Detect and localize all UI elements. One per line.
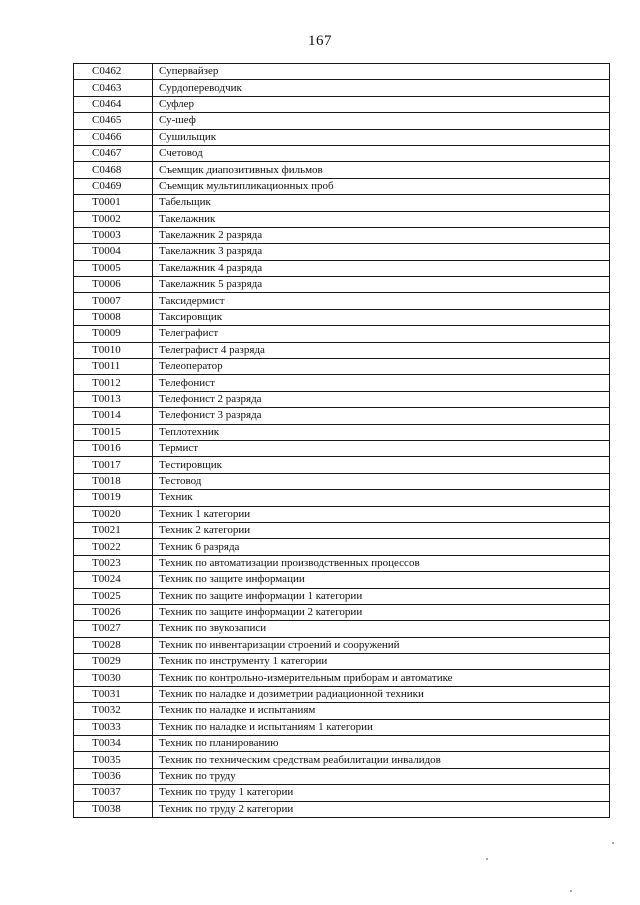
occupation-name-cell: Супервайзер [153,64,610,80]
occupation-name-cell: Сурдопереводчик [153,80,610,96]
table-row [74,113,610,129]
occupation-name-cell: Телеоператор [153,359,610,375]
occupation-name-cell: Техник по защите информации 2 категории [153,604,610,620]
occupation-code-cell: С0467 [74,145,153,161]
table-row [74,801,610,817]
table-row [74,440,610,456]
scan-speck [612,842,614,844]
table-row [74,260,610,276]
occupation-code-cell: Т0003 [74,227,153,243]
occupation-name-cell: Такелажник 3 разряда [153,244,610,260]
occupation-code-cell: Т0018 [74,473,153,489]
occupation-code-cell: Т0005 [74,260,153,276]
occupation-code-cell: Т0012 [74,375,153,391]
occupation-code-cell: Т0034 [74,736,153,752]
occupation-name-cell: Техник по труду 1 категории [153,785,610,801]
occupation-name-cell: Техник 2 категории [153,522,610,538]
occupation-code-cell: Т0023 [74,555,153,571]
occupation-code-cell: С0469 [74,178,153,194]
occupation-code-cell: Т0038 [74,801,153,817]
occupation-code-cell: Т0007 [74,293,153,309]
occupation-name-cell: Техник [153,490,610,506]
occupation-code-cell: Т0036 [74,768,153,784]
table-row [74,424,610,440]
occupation-code-cell: Т0011 [74,359,153,375]
occupation-name-cell: Такелажник [153,211,610,227]
occupation-code-cell: Т0025 [74,588,153,604]
scan-speck [486,858,488,860]
occupation-name-cell: Техник по труду [153,768,610,784]
table-row [74,473,610,489]
occupation-code-cell: Т0010 [74,342,153,358]
occupation-code-cell: С0464 [74,96,153,112]
occupation-name-cell: Съемщик диапозитивных фильмов [153,162,610,178]
table-row [74,309,610,325]
occupation-name-cell: Суфлер [153,96,610,112]
occupation-name-cell: Техник по автоматизации производственных процессов [153,555,610,571]
table-row [74,129,610,145]
table-row [74,80,610,96]
table-row [74,752,610,768]
occupation-code-cell: Т0032 [74,703,153,719]
table-row [74,408,610,424]
table-row [74,178,610,194]
occupation-name-cell: Тестировщик [153,457,610,473]
occupation-code-cell: Т0029 [74,654,153,670]
occupation-name-cell: Тестовод [153,473,610,489]
table-row [74,211,610,227]
scan-speck [570,890,572,892]
occupation-name-cell: Техник по звукозаписи [153,621,610,637]
occupation-name-cell: Техник по инвентаризации строений и сооружений [153,637,610,653]
occupation-name-cell: Сушильщик [153,129,610,145]
occupation-name-cell: Техник 6 разряда [153,539,610,555]
table-row [74,572,610,588]
occupation-code-cell: Т0016 [74,440,153,456]
occupation-name-cell: Такелажник 5 разряда [153,277,610,293]
table-row [74,621,610,637]
table-row [74,244,610,260]
occupation-name-cell: Такелажник 4 разряда [153,260,610,276]
occupation-code-cell: Т0031 [74,686,153,702]
occupation-code-cell: Т0035 [74,752,153,768]
table-row [74,719,610,735]
table-row [74,277,610,293]
occupation-code-cell: Т0020 [74,506,153,522]
occupation-code-cell: С0466 [74,129,153,145]
occupation-name-cell: Телеграфист 4 разряда [153,342,610,358]
table-row [74,637,610,653]
occupation-code-cell: Т0019 [74,490,153,506]
occupation-name-cell: Съемщик мультипликационных проб [153,178,610,194]
table-row [74,227,610,243]
table-row [74,555,610,571]
occupation-name-cell: Техник по труду 2 категории [153,801,610,817]
table-row [74,522,610,538]
occupation-name-cell: Телефонист 2 разряда [153,391,610,407]
occupation-name-cell: Техник 1 категории [153,506,610,522]
occupation-code-cell: Т0015 [74,424,153,440]
occupation-name-cell: Техник по техническим средствам реабилитации инвалидов [153,752,610,768]
occupation-name-cell: Техник по защите информации 1 категории [153,588,610,604]
occupation-code-cell: Т0028 [74,637,153,653]
table-row [74,736,610,752]
occupation-code-cell: Т0014 [74,408,153,424]
occupation-name-cell: Термист [153,440,610,456]
occupation-name-cell: Таксировщик [153,309,610,325]
occupation-name-cell: Техник по наладке и испытаниям [153,703,610,719]
occupation-name-cell: Техник по наладке и испытаниям 1 категории [153,719,610,735]
table-row [74,391,610,407]
table-body [74,64,610,818]
occupation-name-cell: Техник по планированию [153,736,610,752]
table-row [74,539,610,555]
occupation-name-cell: Техник по наладке и дозиметрии радиационной техники [153,686,610,702]
occupation-code-cell: Т0004 [74,244,153,260]
table-row [74,457,610,473]
table-row [74,654,610,670]
occupation-code-cell: Т0013 [74,391,153,407]
occupation-code-cell: Т0002 [74,211,153,227]
occupation-code-cell: Т0027 [74,621,153,637]
occupation-name-cell: Телеграфист [153,326,610,342]
page-number: 167 [308,33,332,49]
occupation-code-cell: С0462 [74,64,153,80]
occupation-code-cell: Т0030 [74,670,153,686]
table-row [74,490,610,506]
occupation-code-cell: Т0001 [74,195,153,211]
occupation-code-cell: Т0009 [74,326,153,342]
occupation-code-cell: Т0008 [74,309,153,325]
occupation-name-cell: Техник по защите информации [153,572,610,588]
table-row [74,670,610,686]
occupation-code-cell: С0463 [74,80,153,96]
table-row [74,145,610,161]
occupation-name-cell: Табельщик [153,195,610,211]
occupation-name-cell: Такелажник 2 разряда [153,227,610,243]
occupation-code-cell: С0465 [74,113,153,129]
table-row [74,293,610,309]
occupation-name-cell: Таксидермист [153,293,610,309]
table-row [74,326,610,342]
table-row [74,96,610,112]
table-row [74,686,610,702]
table-row [74,342,610,358]
table-row [74,768,610,784]
table-row [74,64,610,80]
occupation-codes-table [73,63,610,818]
table-row [74,359,610,375]
occupation-name-cell: Су-шеф [153,113,610,129]
occupation-code-cell: Т0006 [74,277,153,293]
table-row [74,604,610,620]
table-row [74,588,610,604]
occupation-code-cell: С0468 [74,162,153,178]
table-row [74,162,610,178]
occupation-name-cell: Теплотехник [153,424,610,440]
table-row [74,785,610,801]
occupation-name-cell: Счетовод [153,145,610,161]
occupation-code-cell: Т0017 [74,457,153,473]
occupation-name-cell: Телефонист 3 разряда [153,408,610,424]
table-row [74,375,610,391]
occupation-code-cell: Т0033 [74,719,153,735]
occupation-code-cell: Т0026 [74,604,153,620]
occupation-code-cell: Т0037 [74,785,153,801]
occupation-name-cell: Техник по инструменту 1 категории [153,654,610,670]
occupation-name-cell: Техник по контрольно-измерительным приборам и автоматике [153,670,610,686]
occupation-code-cell: Т0022 [74,539,153,555]
table-row [74,195,610,211]
occupation-code-cell: Т0021 [74,522,153,538]
occupation-name-cell: Телефонист [153,375,610,391]
table-row [74,506,610,522]
table-row [74,703,610,719]
occupation-code-cell: Т0024 [74,572,153,588]
